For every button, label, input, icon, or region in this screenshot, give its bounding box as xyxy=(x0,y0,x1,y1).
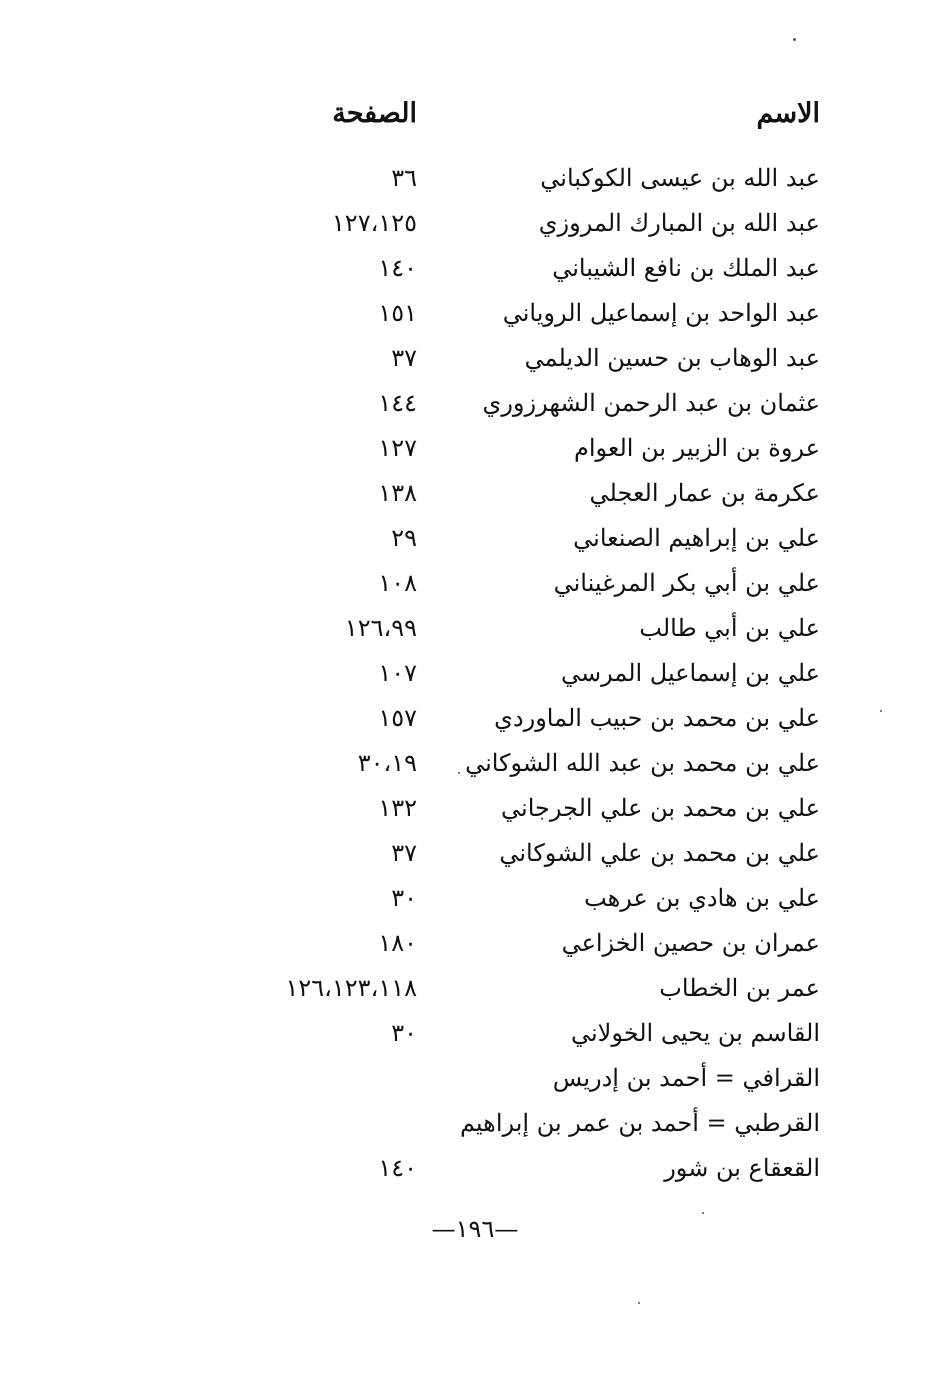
entry-name: القرافي = أحمد بن إدريس xyxy=(552,1064,820,1092)
index-row xyxy=(0,700,950,745)
entry-pages: ٢٩ xyxy=(391,524,417,552)
entry-name: علي بن محمد بن حبيب الماوردي xyxy=(494,704,820,732)
entry-name: عبد الملك بن نافع الشيباني xyxy=(552,254,820,282)
entry-name: عبد الوهاب بن حسين الديلمي xyxy=(524,344,820,372)
index-row xyxy=(0,520,950,565)
entry-pages: ١٣٢ xyxy=(378,794,417,822)
scan-speck xyxy=(793,38,796,41)
entry-pages: ٣٧ xyxy=(391,839,417,867)
index-row xyxy=(0,385,950,430)
index-row xyxy=(0,565,950,610)
entry-name: علي بن محمد بن علي الشوكاني xyxy=(499,839,820,867)
entry-pages: ١٤٠ xyxy=(378,254,417,282)
entry-name: علي بن محمد بن عبد الله الشوكاني xyxy=(465,749,820,777)
entry-name: علي بن أبي بكر المرغيناني xyxy=(553,569,820,597)
index-row xyxy=(0,610,950,655)
entry-pages: ١٠٨ xyxy=(378,569,417,597)
entry-pages: ١٥٧ xyxy=(378,704,417,732)
index-row xyxy=(0,745,950,790)
column-header-name: الاسم xyxy=(756,98,820,129)
entry-name: القعقاع بن شور xyxy=(664,1154,820,1182)
entry-name: القاسم بن يحيى الخولاني xyxy=(570,1019,820,1047)
entry-name: علي بن هادي بن عرهب xyxy=(584,884,820,912)
entry-pages: ٣٠،١٩ xyxy=(357,749,417,777)
entry-name: عكرمة بن عمار العجلي xyxy=(589,479,820,507)
entry-name: عبد الله بن عيسى الكوكباني xyxy=(540,164,820,192)
index-row xyxy=(0,1105,950,1150)
index-row xyxy=(0,655,950,700)
column-header-page: الصفحة xyxy=(332,98,417,129)
entry-pages: ١٥١ xyxy=(378,299,417,327)
index-row xyxy=(0,430,950,475)
index-row xyxy=(0,250,950,295)
entry-pages: ٣٠ xyxy=(391,1019,417,1047)
entry-name: عثمان بن عبد الرحمن الشهرزوري xyxy=(482,389,820,417)
entry-pages: ١٤٠ xyxy=(378,1154,417,1182)
index-row xyxy=(0,160,950,205)
index-row xyxy=(0,1060,950,1105)
index-row xyxy=(0,925,950,970)
scan-speck xyxy=(702,1212,704,1214)
scan-speck xyxy=(880,710,882,712)
entry-name: عبد الله بن المبارك المروزي xyxy=(538,209,820,237)
entry-pages: ١٢٦،١٢٣،١١٨ xyxy=(285,974,417,1002)
entry-pages: ٣٦ xyxy=(391,164,417,192)
index-row xyxy=(0,205,950,250)
entry-name: علي بن أبي طالب xyxy=(639,614,820,642)
entry-name: القرطبي = أحمد بن عمر بن إبراهيم xyxy=(459,1109,820,1137)
entry-pages: ١٣٨ xyxy=(378,479,417,507)
index-row xyxy=(0,970,950,1015)
index-row xyxy=(0,835,950,880)
index-row xyxy=(0,790,950,835)
entry-pages: ١٢٧،١٢٥ xyxy=(331,209,417,237)
entry-pages: ١٨٠ xyxy=(378,929,417,957)
index-row xyxy=(0,475,950,520)
entry-name: علي بن إسماعيل المرسي xyxy=(560,659,820,687)
entry-pages: ٣٠ xyxy=(391,884,417,912)
entry-pages: ١٤٤ xyxy=(378,389,417,417)
page-number: —١٩٦— xyxy=(431,1215,519,1243)
entry-name: عمر بن الخطاب xyxy=(659,974,820,1002)
name-index-list xyxy=(0,160,950,1195)
scan-speck xyxy=(458,772,460,774)
entry-pages: ١٢٧ xyxy=(378,434,417,462)
scan-speck xyxy=(638,1302,640,1304)
entry-name: علي بن محمد بن علي الجرجاني xyxy=(501,794,820,822)
index-row xyxy=(0,340,950,385)
entry-name: علي بن إبراهيم الصنعاني xyxy=(573,524,820,552)
index-row xyxy=(0,880,950,925)
entry-name: عبد الواحد بن إسماعيل الروياني xyxy=(502,299,820,327)
entry-pages: ٣٧ xyxy=(391,344,417,372)
entry-pages: ١٢٦،٩٩ xyxy=(344,614,417,642)
entry-pages: ١٠٧ xyxy=(378,659,417,687)
index-row xyxy=(0,295,950,340)
entry-name: عروة بن الزبير بن العوام xyxy=(573,434,820,462)
index-row xyxy=(0,1150,950,1195)
entry-name: عمران بن حصين الخزاعي xyxy=(561,929,820,957)
index-row xyxy=(0,1015,950,1060)
